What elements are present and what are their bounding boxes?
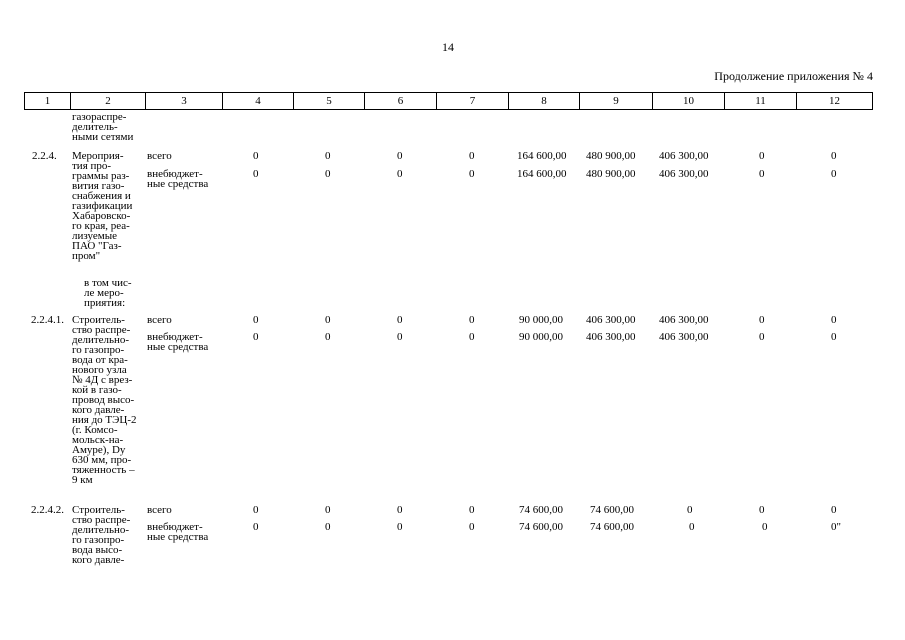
row-name: Строитель- ство распре- делительно- го газопро- вода высо- кого давле-	[72, 504, 131, 566]
row-code: 2.2.4.1.	[31, 314, 64, 326]
value-cell: 164 600,00	[517, 150, 567, 162]
value-cell: 406 300,00	[659, 331, 709, 343]
col-header: 5	[294, 93, 365, 110]
value-cell: 0	[831, 331, 837, 343]
value-cell: 406 300,00	[586, 331, 636, 343]
value-cell: 0	[831, 150, 837, 162]
value-cell: 0	[325, 331, 331, 343]
value-cell: 0	[325, 168, 331, 180]
col-header: 8	[509, 93, 580, 110]
page-number: 14	[442, 40, 454, 54]
value-cell: 0	[469, 331, 475, 343]
row-name: Строитель- ство распре- делительно- го газопро- вода от кра- нового узла № 4Д с врез- кой в газо- провод высо- кого давле- ния до ТЭЦ-2 (г. Комсо- мольск-на- Амуре), Dy 630 мм, про- тяженность – 9 км	[72, 314, 137, 486]
value-cell: 0	[253, 331, 259, 343]
value-cell: 0	[762, 521, 768, 533]
value-cell: 0	[397, 331, 403, 343]
col-header: 6	[365, 93, 437, 110]
col-header: 10	[653, 93, 725, 110]
including-note: в том чис- ле меро- приятия:	[84, 277, 132, 309]
value-cell: 406 300,00	[659, 314, 709, 326]
value-cell: 0	[759, 168, 765, 180]
value-cell: 0	[759, 150, 765, 162]
source-extra-budget: внебюджет- ные средства	[147, 168, 209, 190]
col-header: 7	[437, 93, 509, 110]
value-cell: 74 600,00	[590, 521, 634, 533]
source-extra-budget: внебюджет- ные средства	[147, 331, 209, 353]
value-cell: 480 900,00	[586, 168, 636, 180]
value-cell: 0	[469, 504, 475, 516]
value-cell: 0	[469, 168, 475, 180]
col-header: 2	[71, 93, 146, 110]
col-header: 1	[25, 93, 71, 110]
value-cell: 0"	[831, 521, 841, 533]
value-cell: 0	[397, 504, 403, 516]
col-header: 4	[223, 93, 294, 110]
row-name: Мероприя- тия про- граммы раз- вития газо- снабжения и газификации Хабаровско- го края, реа- лизуемые ПАО "Газ- пром"	[72, 150, 133, 262]
col-header: 9	[580, 93, 653, 110]
value-cell: 74 600,00	[590, 504, 634, 516]
value-cell: 0	[687, 504, 693, 516]
source-total: всего	[147, 150, 172, 162]
value-cell: 0	[689, 521, 695, 533]
value-cell: 0	[253, 168, 259, 180]
value-cell: 90 000,00	[519, 331, 563, 343]
value-cell: 0	[831, 168, 837, 180]
value-cell: 0	[831, 504, 837, 516]
value-cell: 0	[469, 314, 475, 326]
value-cell: 74 600,00	[519, 504, 563, 516]
value-cell: 0	[253, 314, 259, 326]
value-cell: 164 600,00	[517, 168, 567, 180]
value-cell: 0	[325, 314, 331, 326]
value-cell: 0	[253, 150, 259, 162]
value-cell: 0	[469, 521, 475, 533]
value-cell: 90 000,00	[519, 314, 563, 326]
value-cell: 480 900,00	[586, 150, 636, 162]
col-header: 3	[146, 93, 223, 110]
value-cell: 406 300,00	[586, 314, 636, 326]
value-cell: 406 300,00	[659, 168, 709, 180]
source-extra-budget: внебюджет- ные средства	[147, 521, 209, 543]
value-cell: 0	[397, 521, 403, 533]
value-cell: 0	[759, 504, 765, 516]
value-cell: 74 600,00	[519, 521, 563, 533]
row-code: 2.2.4.	[32, 150, 57, 162]
table-header	[24, 92, 873, 110]
value-cell: 0	[469, 150, 475, 162]
value-cell: 0	[759, 314, 765, 326]
source-total: всего	[147, 504, 172, 516]
value-cell: 406 300,00	[659, 150, 709, 162]
value-cell: 0	[325, 521, 331, 533]
value-cell: 0	[253, 504, 259, 516]
value-cell: 0	[397, 168, 403, 180]
col-header: 12	[797, 93, 873, 110]
value-cell: 0	[397, 150, 403, 162]
continuation-note: Продолжение приложения № 4	[714, 69, 873, 83]
row-code: 2.2.4.2.	[31, 504, 64, 516]
value-cell: 0	[759, 331, 765, 343]
value-cell: 0	[325, 150, 331, 162]
value-cell: 0	[253, 521, 259, 533]
value-cell: 0	[831, 314, 837, 326]
source-total: всего	[147, 314, 172, 326]
carry-over-text: газораспре- делитель- ными сетями	[72, 111, 134, 143]
value-cell: 0	[397, 314, 403, 326]
col-header: 11	[725, 93, 797, 110]
value-cell: 0	[325, 504, 331, 516]
